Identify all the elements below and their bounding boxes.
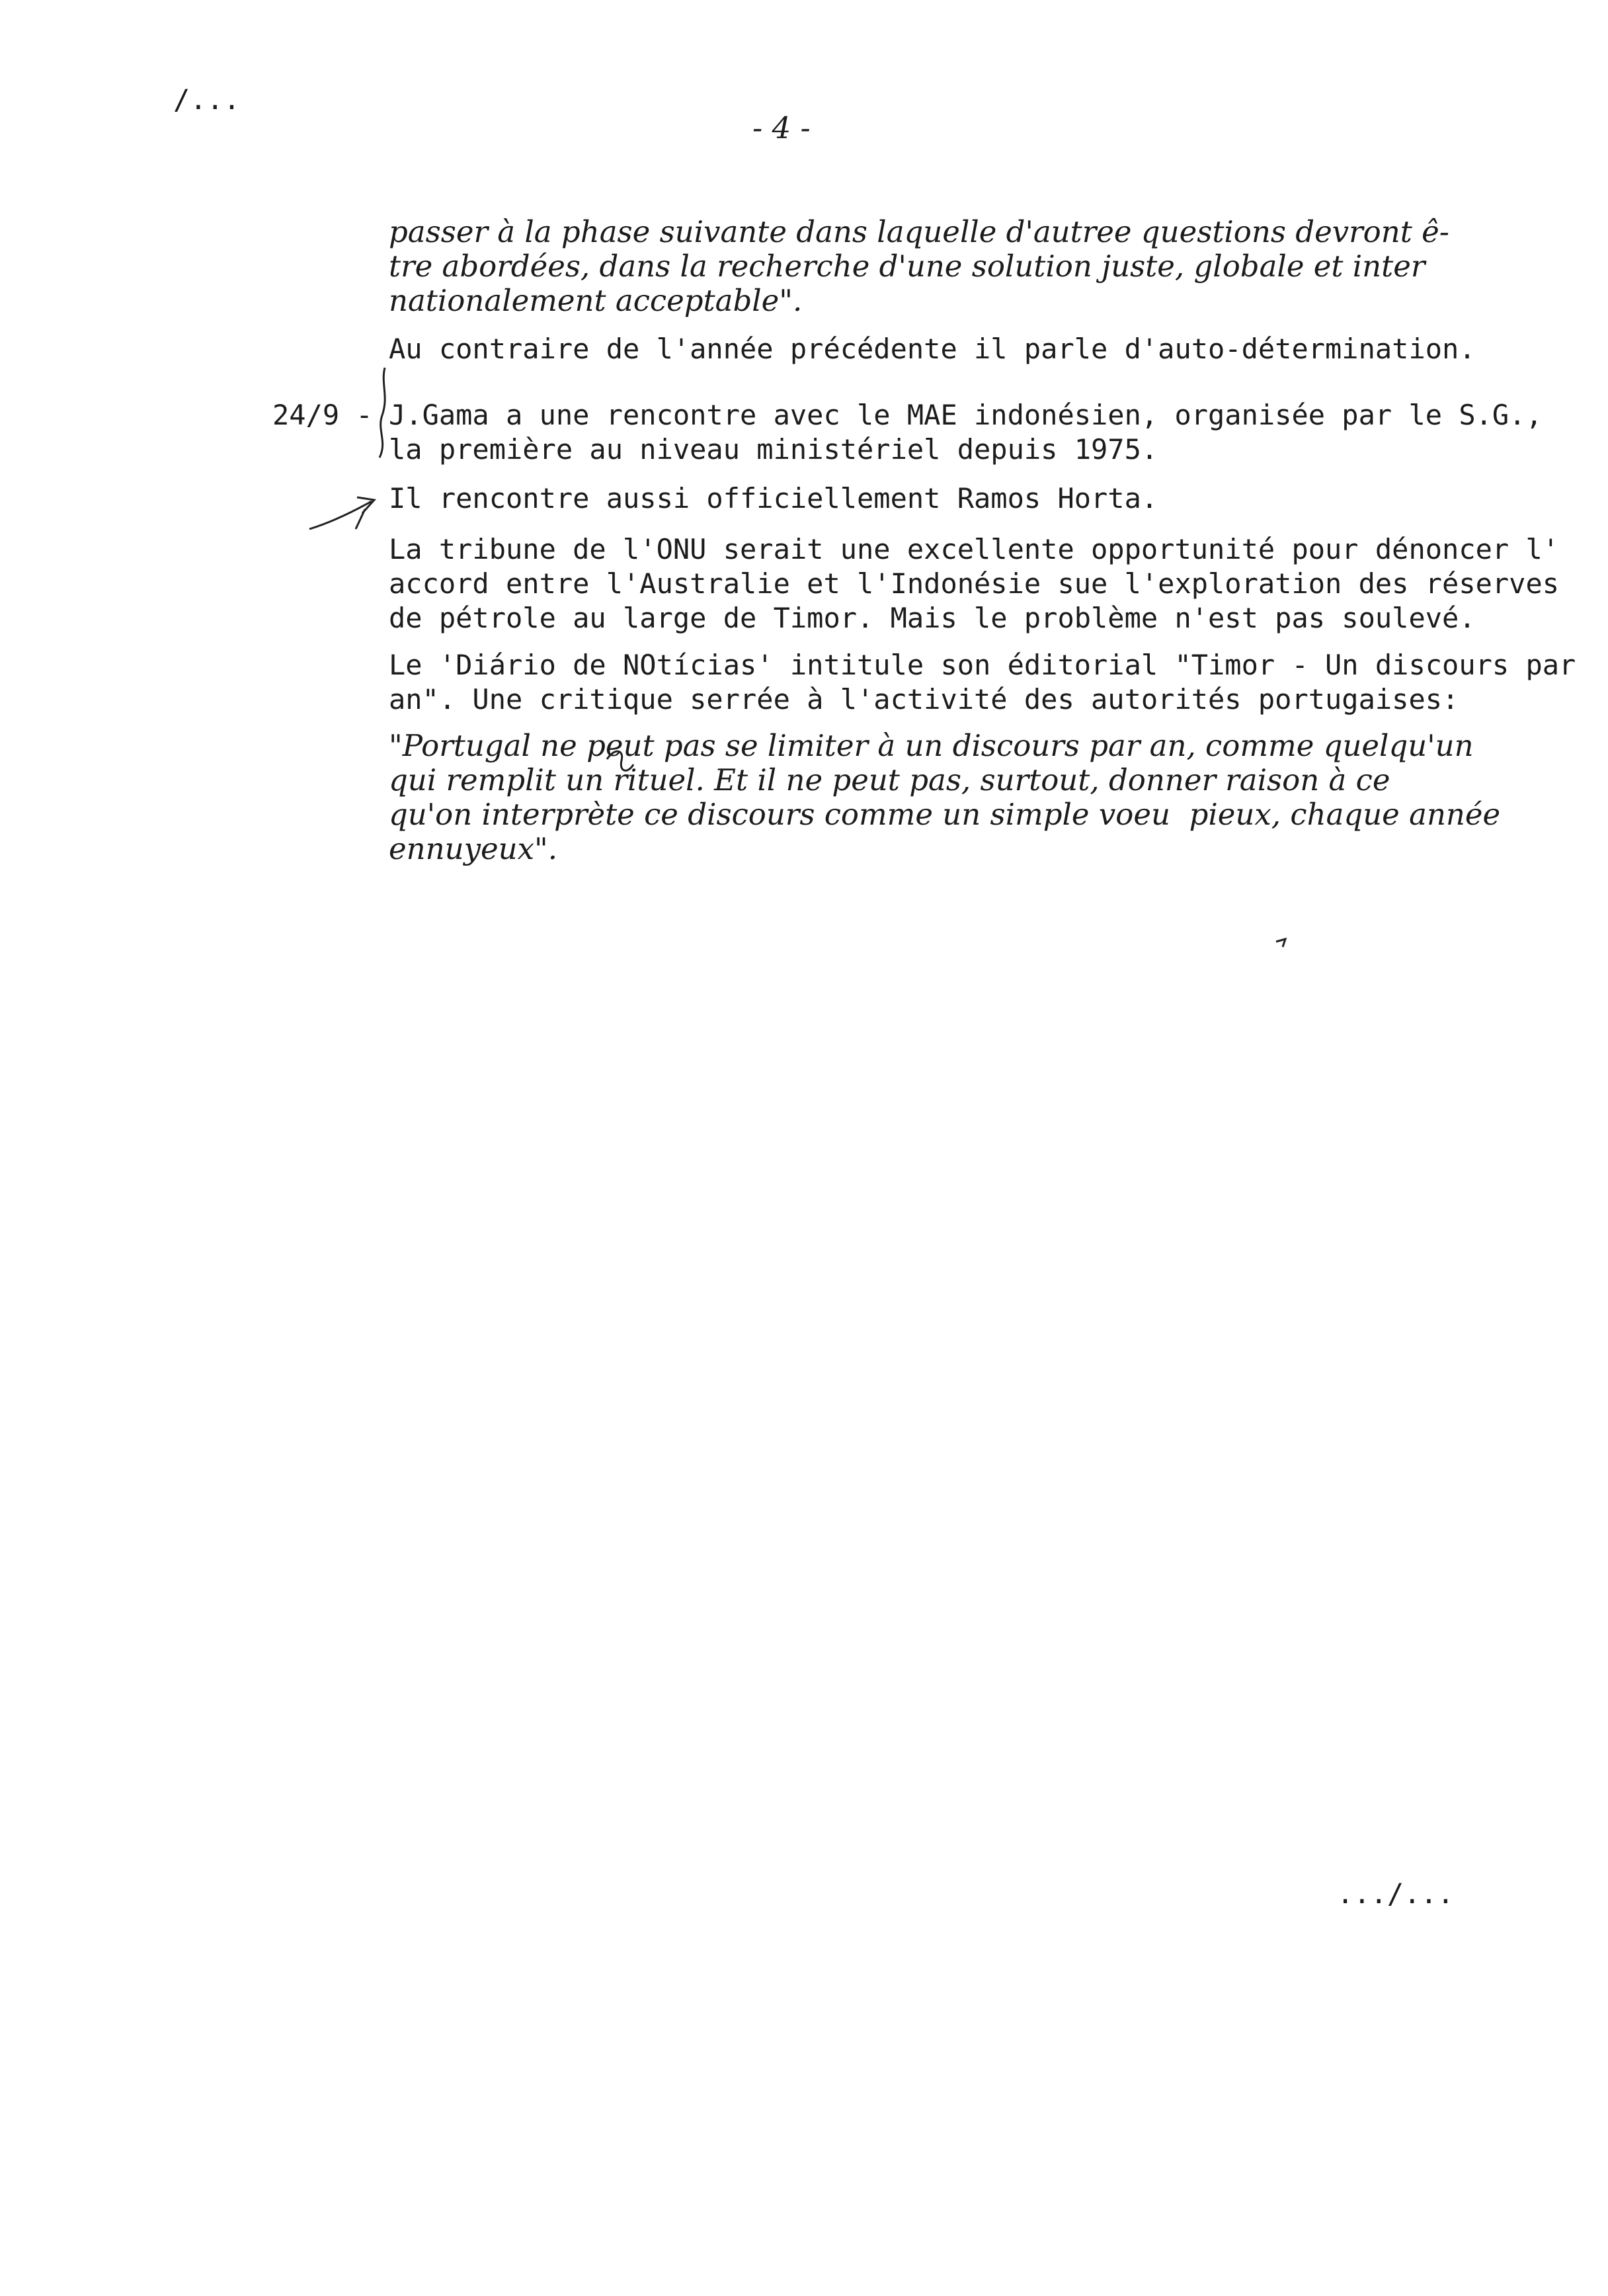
quote-line: qui remplit un rituel. Et il ne peut pas, surtout, donner raison à ce	[389, 762, 1390, 798]
quote-line: tre abordées, dans la recherche d'une solution juste, globale et inter	[389, 249, 1426, 284]
margin-bracket-mark	[380, 368, 385, 458]
paragraph-line: de pétrole au large de Timor. Mais le problème n'est pas soulevé.	[389, 602, 1476, 634]
quote-line: "Portugal ne peut pas se limiter à un discours par an, comme quelqu'un	[389, 728, 1474, 763]
page-number: - 4 -	[752, 110, 811, 145]
quote-line: qu'on interprète ce discours comme un simple voeu pieux, chaque année	[389, 797, 1501, 832]
paragraph-horta: Il rencontre aussi officiellement Ramos Horta.	[389, 482, 1158, 514]
paragraph-line: La tribune de l'ONU serait une excellente opportunité pour dénoncer l'	[389, 533, 1560, 565]
entry-line: J.Gama a une rencontre avec le MAE indonésien, organisée par le S.G.,	[389, 399, 1543, 431]
quote-continuation	[389, 215, 1449, 318]
paragraph-line: Le 'Diário de NOtícias' intitule son éditorial "Timor - Un discours par	[389, 649, 1576, 681]
continuation-mark-top: /...	[173, 83, 241, 116]
entry-line: la première au niveau ministériel depuis 1975.	[389, 433, 1158, 466]
quote-portugal	[389, 729, 1500, 866]
paragraph-line: an". Une critique serrée à l'activité des autorités portugaises:	[389, 683, 1459, 716]
arrow-mark	[309, 497, 374, 529]
quote-line: nationalement acceptable".	[389, 283, 803, 318]
stray-tick-mark	[1276, 939, 1285, 947]
quote-line: ennuyeux".	[389, 831, 557, 866]
paragraph-line: accord entre l'Australie et l'Indonésie sue l'exploration des réserves	[389, 567, 1560, 600]
quote-line: passer à la phase suivante dans laquelle d'autree questions devront ê-	[389, 214, 1449, 249]
entry-date: 24/9 -	[272, 399, 373, 431]
paragraph-diario	[389, 648, 1576, 717]
paragraph-tribune	[389, 532, 1559, 636]
continuation-mark-bottom: .../...	[1337, 1877, 1455, 1910]
paragraph-contraire: Au contraire de l'année précédente il parle d'auto-détermination.	[389, 333, 1476, 365]
entry-gama	[389, 398, 1543, 467]
